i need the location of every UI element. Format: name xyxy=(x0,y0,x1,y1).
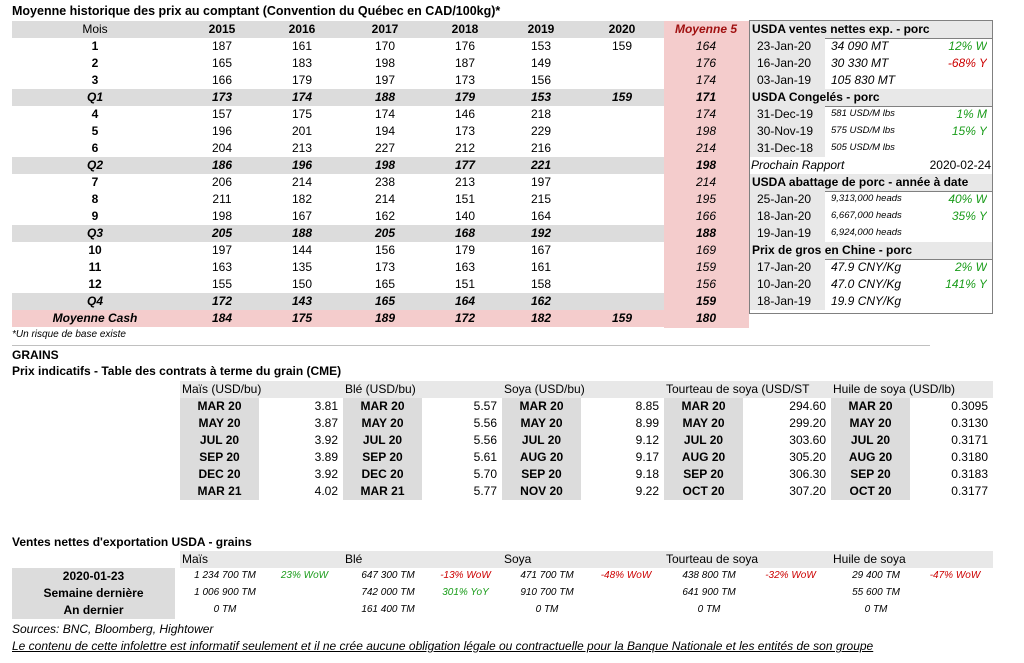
price-header-0: Mois xyxy=(82,22,108,36)
grain-price: 9.12 xyxy=(635,433,659,447)
grain-price: 9.22 xyxy=(635,484,659,498)
row-label: 3 xyxy=(91,73,99,87)
export-value: 647 300 TM xyxy=(361,570,415,581)
grain-price: 8.99 xyxy=(635,416,659,430)
usda-value: 6,667,000 heads xyxy=(831,210,902,221)
grain-contract-month: MAY 20 xyxy=(361,416,404,430)
price-cell: 179 xyxy=(454,90,476,104)
price-cell: 153 xyxy=(530,39,552,53)
usda-date: 18-Jan-19 xyxy=(757,294,812,308)
usda-change: 12% W xyxy=(948,39,987,53)
price-cell: 213 xyxy=(454,175,476,189)
export-value: 1 234 700 TM xyxy=(194,570,256,581)
cash-row-label: Moyenne Cash xyxy=(52,311,138,325)
grain-price: 306.30 xyxy=(789,467,826,481)
price-cell: 212 xyxy=(454,141,476,155)
export-change: -48% WoW xyxy=(600,570,652,581)
price-cell: 229 xyxy=(530,124,552,138)
usda-value: 30 330 MT xyxy=(831,56,889,70)
price-cell: 156 xyxy=(374,243,396,257)
grain-price: 299.20 xyxy=(789,416,826,430)
cash-cell: 175 xyxy=(291,311,313,325)
avg-cell: 174 xyxy=(695,73,717,87)
price-cell: 159 xyxy=(611,90,633,104)
price-cell: 162 xyxy=(530,294,552,308)
avg-cell: 159 xyxy=(695,260,717,274)
usda-date: 30-Nov-19 xyxy=(757,124,814,138)
row-label: 5 xyxy=(91,124,99,138)
price-cell: 176 xyxy=(454,39,476,53)
price-cell: 143 xyxy=(291,294,313,308)
avg-cell: 166 xyxy=(695,209,717,223)
grain-price: 5.57 xyxy=(473,399,497,413)
price-cell: 144 xyxy=(291,243,313,257)
grain-contract-month: MAY 20 xyxy=(849,416,892,430)
price-cell: 173 xyxy=(454,124,476,138)
price-cell: 173 xyxy=(454,73,476,87)
grain-price: 3.87 xyxy=(314,416,338,430)
grains-heading: GRAINS xyxy=(12,348,59,362)
grain-price: 3.92 xyxy=(314,433,338,447)
usda-value: 581 USD/M lbs xyxy=(831,108,895,119)
grain-contract-month: JUL 20 xyxy=(521,433,562,447)
price-cell: 175 xyxy=(291,107,313,121)
row-label: 7 xyxy=(91,175,99,189)
price-cell: 238 xyxy=(374,175,396,189)
price-cell: 214 xyxy=(374,192,396,206)
export-col-header: Soya xyxy=(504,552,532,566)
export-value: 0 TM xyxy=(213,604,237,615)
page-title: Moyenne historique des prix au comptant (Convention du Québec en CAD/100kg)* xyxy=(12,4,501,18)
price-cell: 227 xyxy=(374,141,396,155)
export-value: 0 TM xyxy=(864,604,888,615)
price-cell: 196 xyxy=(211,124,233,138)
price-cell: 205 xyxy=(211,226,233,240)
row-label: 1 xyxy=(91,39,99,53)
export-change: -32% WoW xyxy=(765,570,816,581)
usda-value: 105 830 MT xyxy=(831,73,896,87)
grain-contract-month: NOV 20 xyxy=(520,484,563,498)
sources: Sources: BNC, Bloomberg, Hightower xyxy=(12,622,214,636)
grain-col-header: Soya (USD/bu) xyxy=(504,382,585,396)
avg-cell: 164 xyxy=(695,39,717,53)
grain-contract-month: DEC 20 xyxy=(198,467,241,481)
export-col-header: Tourteau de soya xyxy=(666,552,759,566)
cash-cell: 172 xyxy=(454,311,476,325)
cash-cell: 189 xyxy=(374,311,396,325)
export-value: 29 400 TM xyxy=(852,570,900,581)
grain-contract-month: SEP 20 xyxy=(683,467,724,481)
divider xyxy=(12,345,930,346)
price-cell: 165 xyxy=(374,294,396,308)
row-label: Q1 xyxy=(86,90,103,104)
usda-change: 15% Y xyxy=(951,124,987,138)
usda-value: 19.9 CNY/Kg xyxy=(831,294,902,308)
avg-cell: 156 xyxy=(695,277,717,291)
usda-date: 19-Jan-19 xyxy=(757,226,812,240)
avg-cell: 159 xyxy=(695,294,717,308)
grain-contract-month: MAR 20 xyxy=(681,399,726,413)
price-cell: 172 xyxy=(211,294,233,308)
price-cell: 151 xyxy=(454,192,476,206)
usda-section-title: USDA abattage de porc - année à date xyxy=(752,175,969,189)
row-label: 4 xyxy=(91,107,99,121)
grain-col-header: Tourteau de soya (USD/ST xyxy=(666,382,810,396)
price-cell: 201 xyxy=(291,124,313,138)
usda-value: 34 090 MT xyxy=(831,39,889,53)
price-cell: 173 xyxy=(374,260,396,274)
grain-contract-month: AUG 20 xyxy=(519,450,564,464)
price-cell: 173 xyxy=(211,90,233,104)
usda-section-title: USDA Congelés - porc xyxy=(752,90,880,104)
disclaimer: Le contenu de cette infolettre est informatif seulement et il ne crée aucune obligation légale ou contractuelle pour la Banque Nationale et les entités de son groupe xyxy=(12,639,874,653)
price-cell: 161 xyxy=(291,39,313,53)
grain-contract-month: MAR 21 xyxy=(360,484,405,498)
price-cell: 167 xyxy=(530,243,552,257)
price-cell: 165 xyxy=(211,56,233,70)
price-cell: 162 xyxy=(374,209,396,223)
price-cell: 149 xyxy=(530,56,552,70)
price-cell: 197 xyxy=(530,175,552,189)
grain-price: 8.85 xyxy=(635,399,659,413)
price-cell: 188 xyxy=(291,226,313,240)
export-value: 0 TM xyxy=(535,604,559,615)
grain-price: 3.89 xyxy=(314,450,338,464)
export-col-header: Huile de soya xyxy=(833,552,906,566)
price-cell: 218 xyxy=(530,107,552,121)
price-cell: 198 xyxy=(374,56,396,70)
export-value: 438 800 TM xyxy=(682,570,736,581)
price-cell: 135 xyxy=(291,260,313,274)
avg-cell: 198 xyxy=(695,158,717,172)
price-cell: 197 xyxy=(211,243,233,257)
usda-value: 505 USD/M lbs xyxy=(831,142,895,153)
exports-heading: Ventes nettes d'exportation USDA - grains xyxy=(12,535,252,549)
price-cell: 161 xyxy=(530,260,552,274)
usda-value: 47.9 CNY/Kg xyxy=(831,260,902,274)
price-cell: 179 xyxy=(454,243,476,257)
grain-contract-month: MAR 20 xyxy=(519,399,564,413)
grain-contract-month: JUL 20 xyxy=(850,433,891,447)
grain-price: 0.3177 xyxy=(951,484,988,498)
grain-price: 5.77 xyxy=(473,484,497,498)
row-label: 8 xyxy=(91,192,99,206)
grain-price: 294.60 xyxy=(789,399,826,413)
price-cell: 187 xyxy=(211,39,233,53)
export-col-header: Maïs xyxy=(182,552,209,566)
price-cell: 182 xyxy=(291,192,313,206)
grain-price: 0.3095 xyxy=(951,399,988,413)
usda-value: 6,924,000 heads xyxy=(831,227,902,238)
avg-cell: 174 xyxy=(695,107,717,121)
price-cell: 196 xyxy=(291,158,313,172)
price-cell: 216 xyxy=(530,141,552,155)
price-cell: 204 xyxy=(211,141,233,155)
export-value: 910 700 TM xyxy=(520,587,574,598)
usda-date: 03-Jan-19 xyxy=(757,73,812,87)
price-cell: 192 xyxy=(530,226,552,240)
export-value: 55 600 TM xyxy=(852,587,900,598)
usda-date: 31-Dec-18 xyxy=(757,141,814,155)
usda-date: 31-Dec-19 xyxy=(757,107,814,121)
grain-price: 9.17 xyxy=(635,450,659,464)
grain-contract-month: SEP 20 xyxy=(199,450,240,464)
grain-contract-month: AUG 20 xyxy=(848,450,893,464)
price-cell: 140 xyxy=(454,209,476,223)
grain-price: 3.92 xyxy=(314,467,338,481)
next-report-date: 2020-02-24 xyxy=(929,158,991,172)
usda-date: 16-Jan-20 xyxy=(757,56,812,70)
row-label: 10 xyxy=(88,243,102,257)
grain-contract-month: JUL 20 xyxy=(199,433,240,447)
grain-price: 5.61 xyxy=(473,450,497,464)
price-cell: 165 xyxy=(374,277,396,291)
exports-row-label: An dernier xyxy=(63,603,124,617)
price-cell: 211 xyxy=(212,192,232,206)
grain-price: 5.56 xyxy=(473,416,497,430)
export-change: -13% WoW xyxy=(440,570,491,581)
price-header-1: 2015 xyxy=(208,22,236,36)
price-cell: 183 xyxy=(291,56,313,70)
export-change-yoy: 301% YoY xyxy=(442,587,489,598)
usda-section-title: Prix de gros en Chine - porc xyxy=(752,243,913,257)
usda-value: 47.0 CNY/Kg xyxy=(831,277,902,291)
grain-price: 303.60 xyxy=(789,433,826,447)
avg-cell: 214 xyxy=(695,175,717,189)
grains-subheading: Prix indicatifs - Table des contrats à terme du grain (CME) xyxy=(12,364,342,378)
usda-date: 18-Jan-20 xyxy=(757,209,812,223)
cash-cell: 182 xyxy=(530,311,552,325)
price-cell: 151 xyxy=(454,277,476,291)
export-change: 23% WoW xyxy=(280,570,329,581)
grain-contract-month: MAR 20 xyxy=(360,399,405,413)
row-label: Q4 xyxy=(86,294,103,308)
price-cell: 188 xyxy=(374,90,396,104)
price-cell: 198 xyxy=(374,158,396,172)
row-label: 2 xyxy=(91,56,99,70)
exports-row-label: Semaine dernière xyxy=(43,586,144,600)
price-cell: 164 xyxy=(454,294,476,308)
row-label: Q3 xyxy=(86,226,103,240)
export-value: 161 400 TM xyxy=(361,604,415,615)
export-value: 742 000 TM xyxy=(361,587,415,598)
grain-contract-month: MAY 20 xyxy=(520,416,563,430)
avg-cell: 195 xyxy=(695,192,717,206)
price-header-4: 2018 xyxy=(451,22,479,36)
grain-contract-month: SEP 20 xyxy=(362,450,403,464)
row-label: 11 xyxy=(88,260,102,274)
usda-date: 17-Jan-20 xyxy=(757,260,812,274)
grain-col-header: Maïs (USD/bu) xyxy=(182,382,262,396)
export-value: 471 700 TM xyxy=(520,570,574,581)
usda-section-title: USDA ventes nettes exp. - porc xyxy=(752,22,930,36)
usda-change: 1% M xyxy=(956,107,987,121)
usda-date: 10-Jan-20 xyxy=(757,277,812,291)
usda-change: 35% Y xyxy=(951,209,987,223)
price-header-2: 2016 xyxy=(288,22,316,36)
export-change: -47% WoW xyxy=(929,570,981,581)
grain-price: 9.18 xyxy=(635,467,659,481)
price-cell: 215 xyxy=(530,192,552,206)
price-header-3: 2017 xyxy=(371,22,399,36)
price-cell: 198 xyxy=(211,209,233,223)
row-label: 12 xyxy=(88,277,102,291)
row-label: Q2 xyxy=(86,158,103,172)
grain-contract-month: SEP 20 xyxy=(850,467,891,481)
grain-price: 307.20 xyxy=(789,484,826,498)
row-label: 6 xyxy=(91,141,99,155)
exports-row-label: 2020-01-23 xyxy=(62,569,125,583)
avg-cell: 198 xyxy=(695,124,717,138)
grain-price: 5.56 xyxy=(473,433,497,447)
price-header-6: 2020 xyxy=(608,22,636,36)
price-cell: 168 xyxy=(454,226,476,240)
price-cell: 194 xyxy=(374,124,396,138)
usda-change: 2% W xyxy=(954,260,987,274)
price-cell: 187 xyxy=(454,56,476,70)
grain-price: 0.3180 xyxy=(951,450,988,464)
price-cell: 214 xyxy=(291,175,313,189)
price-cell: 158 xyxy=(530,277,552,291)
grain-price: 3.81 xyxy=(314,399,338,413)
price-cell: 164 xyxy=(530,209,552,223)
avg-cell: 171 xyxy=(695,90,717,104)
grain-price: 0.3171 xyxy=(951,433,988,447)
export-col-header: Blé xyxy=(345,552,363,566)
price-cell: 213 xyxy=(291,141,313,155)
grain-contract-month: JUL 20 xyxy=(362,433,403,447)
export-value: 0 TM xyxy=(697,604,721,615)
price-cell: 167 xyxy=(291,209,313,223)
avg-cell: 169 xyxy=(695,243,717,257)
usda-change: -68% Y xyxy=(947,56,987,70)
grain-contract-month: AUG 20 xyxy=(681,450,726,464)
grain-price: 0.3183 xyxy=(951,467,988,481)
price-cell: 159 xyxy=(611,39,633,53)
grain-contract-month: MAR 20 xyxy=(197,399,242,413)
export-value: 1 006 900 TM xyxy=(194,587,256,598)
price-cell: 221 xyxy=(530,158,552,172)
price-cell: 157 xyxy=(211,107,233,121)
footnote: *Un risque de base existe xyxy=(12,329,126,340)
price-cell: 155 xyxy=(211,277,233,291)
cash-cell: 159 xyxy=(611,311,633,325)
grain-contract-month: MAR 21 xyxy=(197,484,242,498)
price-cell: 206 xyxy=(211,175,233,189)
grain-contract-month: JUL 20 xyxy=(683,433,724,447)
price-cell: 170 xyxy=(374,39,396,53)
grain-col-header: Blé (USD/bu) xyxy=(345,382,416,396)
price-cell: 177 xyxy=(454,158,476,172)
cash-avg-cell: 180 xyxy=(695,311,717,325)
grain-contract-month: MAY 20 xyxy=(198,416,241,430)
export-value: 641 900 TM xyxy=(682,587,736,598)
grain-contract-month: DEC 20 xyxy=(361,467,404,481)
usda-value: 575 USD/M lbs xyxy=(831,125,895,136)
price-cell: 186 xyxy=(211,158,233,172)
grain-price: 4.02 xyxy=(314,484,338,498)
price-cell: 156 xyxy=(530,73,552,87)
grain-contract-month: MAY 20 xyxy=(682,416,725,430)
price-cell: 150 xyxy=(291,277,313,291)
usda-value: 9,313,000 heads xyxy=(831,193,902,204)
usda-change: 40% W xyxy=(948,192,987,206)
grain-price: 5.70 xyxy=(473,467,497,481)
grain-contract-month: MAR 20 xyxy=(848,399,893,413)
price-header-7: Moyenne 5 xyxy=(674,22,737,36)
price-header-5: 2019 xyxy=(527,22,555,36)
price-cell: 166 xyxy=(211,73,233,87)
usda-date: 23-Jan-20 xyxy=(757,39,812,53)
avg-cell: 188 xyxy=(695,226,717,240)
avg-cell: 176 xyxy=(695,56,717,70)
usda-date: 25-Jan-20 xyxy=(757,192,812,206)
avg-cell: 214 xyxy=(695,141,717,155)
price-cell: 197 xyxy=(374,73,396,87)
price-cell: 179 xyxy=(291,73,313,87)
cash-cell: 184 xyxy=(211,311,233,325)
grain-contract-month: SEP 20 xyxy=(521,467,562,481)
row-label: 9 xyxy=(91,209,99,223)
grain-col-header: Huile de soya (USD/lb) xyxy=(833,382,956,396)
price-cell: 153 xyxy=(530,90,552,104)
price-cell: 146 xyxy=(454,107,476,121)
next-report-label: Prochain Rapport xyxy=(751,158,845,172)
grain-contract-month: OCT 20 xyxy=(682,484,725,498)
usda-change: 141% Y xyxy=(945,277,987,291)
grain-price: 305.20 xyxy=(789,450,826,464)
price-cell: 163 xyxy=(454,260,476,274)
price-cell: 174 xyxy=(291,90,313,104)
grain-contract-month: OCT 20 xyxy=(849,484,892,498)
price-cell: 163 xyxy=(211,260,233,274)
price-cell: 174 xyxy=(374,107,396,121)
price-cell: 205 xyxy=(374,226,396,240)
grain-price: 0.3130 xyxy=(951,416,988,430)
